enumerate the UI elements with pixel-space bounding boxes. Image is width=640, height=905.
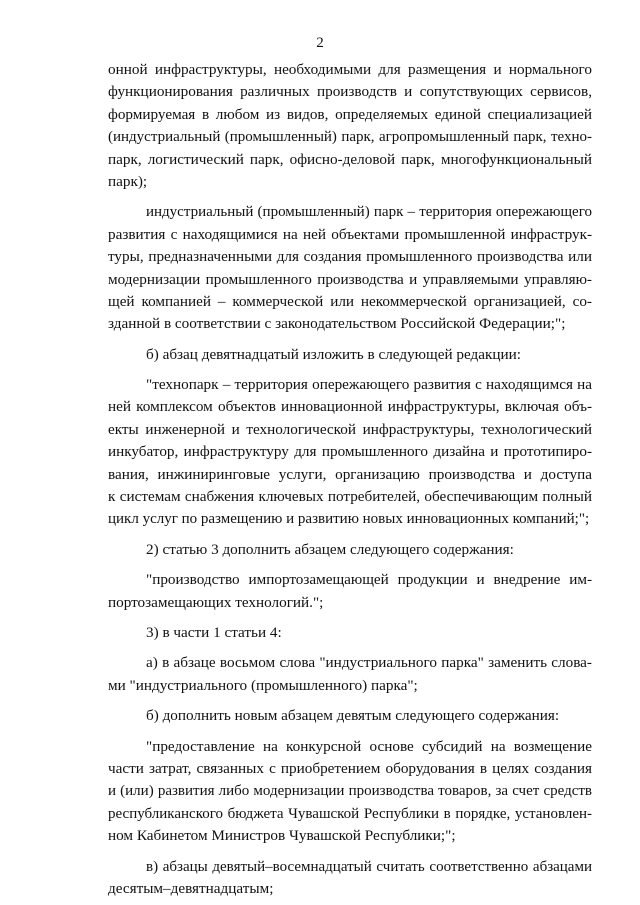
text-line: десятым–девятнадцатым; [108, 879, 274, 897]
text-line: парк); [108, 172, 148, 190]
text-line: б) дополнить новым абзацем девятым следующего содержания: [146, 707, 560, 725]
text-line: республиканского бюджета Чувашской Республики в порядке, установлен- [108, 805, 592, 822]
text-line: части затрат, связанных с приобретением оборудования в целях создания [108, 759, 592, 777]
text-line: цикл услуг по размещению и развитию новых инновационных компаний;"; [108, 511, 590, 528]
paragraph [108, 374, 592, 531]
page-number: 2 [316, 35, 324, 51]
text-line: развития с находящимися на ней объектами промышленной инфраструк- [108, 225, 592, 243]
text-line: индустриальный (промышленный) парк – территория опережающего [146, 204, 592, 221]
text-line: зданной в соответствии с законодательством Российской Федерации;"; [108, 315, 566, 333]
paragraph-gap [108, 366, 592, 374]
paragraph [108, 539, 592, 561]
text-line: а) в абзаце восьмом слова "индустриального парка" заменить слова- [146, 654, 592, 672]
paragraph [108, 201, 592, 335]
paragraph-gap [108, 531, 592, 539]
text-line: парк, логистический парк, офисно-деловой парк, многофункциональный [108, 150, 592, 168]
paragraph [108, 59, 592, 193]
text-line: инкубатор, инфраструктуру для промышленного дизайна и прототипиро- [108, 443, 592, 461]
document-body [108, 59, 592, 900]
text-line: ном Кабинетом Министров Чувашской Республики;"; [108, 827, 456, 845]
text-line: ми "индустриального (промышленного) парка"; [108, 676, 418, 694]
text-line: портозамещающих технологий."; [108, 593, 324, 611]
paragraph [108, 344, 592, 366]
text-line: к системам снабжения ключевых потребителей, обеспечивающим полный [108, 488, 592, 506]
text-line: формируемая в любом из видов, определяемых единой специализацией [108, 105, 592, 123]
text-line: вания, инжиниринговые услуги, организацию производства и доступа [108, 465, 592, 483]
text-line: туры, предназначенными для создания промышленного производства или [108, 248, 592, 266]
text-line: онной инфраструктуры, необходимыми для размещения и нормального [108, 61, 592, 78]
paragraph [108, 856, 592, 901]
text-line: "технопарк – территория опережающего развития с находящимся на [146, 376, 592, 394]
paragraph [108, 652, 592, 697]
paragraph-gap [108, 614, 592, 622]
paragraph [108, 569, 592, 614]
paragraph-gap [108, 848, 592, 856]
text-line: ней комплексом объектов инновационной инфраструктуры, включая объ- [108, 398, 592, 416]
text-line: екты инженерной и технологической инфраструктуры, технологический [108, 420, 592, 438]
paragraph [108, 705, 592, 727]
paragraph-gap [108, 697, 592, 705]
text-line: и (или) развития либо модернизации производства товаров, за счет средств [108, 783, 592, 800]
paragraph [108, 622, 592, 644]
text-line: б) абзац девятнадцатый изложить в следующей редакции: [146, 345, 521, 363]
text-line: функционирования различных производств и сопутствующих сервисов, [108, 83, 592, 101]
text-line: щей компанией – коммерческой или некоммерческой организацией, со- [108, 292, 592, 310]
text-line: 3) в части 1 статьи 4: [146, 623, 282, 641]
text-line: "производство импортозамещающей продукции и внедрение им- [146, 571, 592, 589]
paragraph-gap [108, 336, 592, 344]
text-line: (индустриальный (промышленный) парк, агропромышленный парк, техно- [108, 129, 592, 146]
text-line: в) абзацы девятый–восемнадцатый считать соответственно абзацами [146, 858, 592, 875]
text-line: модернизации промышленного производства и управляемыми управляю- [108, 270, 592, 288]
text-line: 2) статью 3 дополнить абзацем следующего содержания: [146, 540, 514, 558]
paragraph-gap [108, 644, 592, 652]
paragraph-gap [108, 193, 592, 201]
text-line: "предоставление на конкурсной основе субсидий на возмещение [146, 737, 592, 755]
paragraph-gap [108, 561, 592, 569]
paragraph [108, 736, 592, 848]
paragraph-gap [108, 728, 592, 736]
